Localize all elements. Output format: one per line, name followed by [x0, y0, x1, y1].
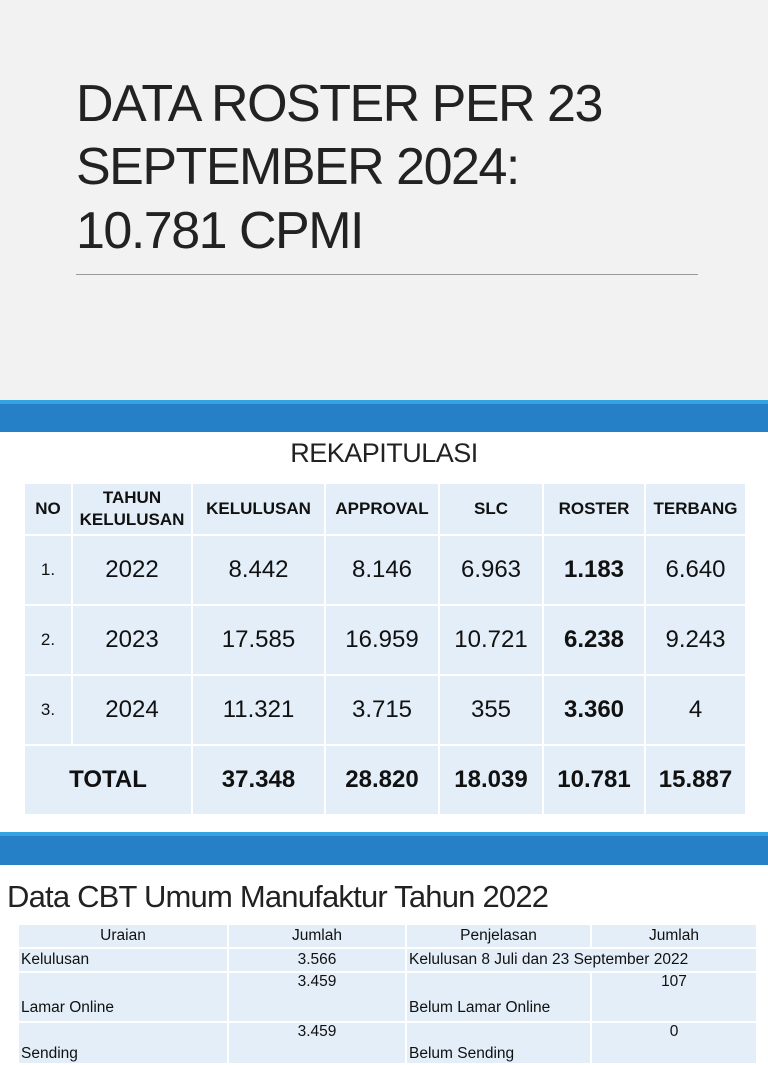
total-roster: 10.781 [543, 745, 645, 815]
total-kelulusan: 37.348 [192, 745, 325, 815]
cell-tahun: 2024 [72, 675, 192, 745]
cell-roster: 3.360 [543, 675, 645, 745]
header-penjelasan: Penjelasan [406, 924, 591, 948]
cell-uraian: Lamar Online [18, 972, 228, 1022]
header-uraian: Uraian [18, 924, 228, 948]
header-slc: SLC [439, 483, 543, 535]
cbt-title: Data CBT Umum Manufaktur Tahun 2022 [7, 879, 549, 914]
cell-no: 1. [24, 535, 72, 605]
cbt-table [17, 923, 758, 1065]
cell-approval: 16.959 [325, 605, 439, 675]
cell-penjelasan: Kelulusan 8 Juli dan 23 September 2022 [406, 948, 757, 972]
cell-terbang: 4 [645, 675, 746, 745]
table-row [24, 675, 746, 745]
rekapitulasi-title: REKAPITULASI [290, 438, 478, 468]
slide-title-line-3: 10.781 CPMI [76, 202, 363, 260]
cell-jumlah: 3.566 [228, 948, 406, 972]
title-divider [76, 274, 698, 275]
cell-slc: 10.721 [439, 605, 543, 675]
table-row [18, 972, 757, 1022]
cell-slc: 6.963 [439, 535, 543, 605]
cell-kelulusan: 8.442 [192, 535, 325, 605]
title-slide [0, 0, 768, 400]
cell-penjelasan: Belum Sending [406, 1022, 591, 1064]
header-terbang: TERBANG [645, 483, 746, 535]
cell-uraian: Sending [18, 1022, 228, 1064]
cell-uraian: Kelulusan [18, 948, 228, 972]
total-label: TOTAL [24, 745, 192, 815]
slide-separator-band [0, 832, 768, 865]
slide-title-line-1: DATA ROSTER PER 23 [76, 75, 602, 133]
total-slc: 18.039 [439, 745, 543, 815]
header-jumlah-2: Jumlah [591, 924, 757, 948]
cell-approval: 3.715 [325, 675, 439, 745]
table-row [24, 605, 746, 675]
cell-no: 3. [24, 675, 72, 745]
total-terbang: 15.887 [645, 745, 746, 815]
rekapitulasi-slide [0, 432, 768, 832]
cell-jumlah-2: 0 [591, 1022, 757, 1064]
cell-penjelasan: Belum Lamar Online [406, 972, 591, 1022]
header-jumlah: Jumlah [228, 924, 406, 948]
cell-tahun: 2023 [72, 605, 192, 675]
cell-jumlah: 3.459 [228, 1022, 406, 1064]
cell-roster: 1.183 [543, 535, 645, 605]
header-kelulusan: KELULUSAN [192, 483, 325, 535]
total-row [24, 745, 746, 815]
cell-roster: 6.238 [543, 605, 645, 675]
table-row [24, 535, 746, 605]
table-header-row [24, 483, 746, 535]
cell-terbang: 6.640 [645, 535, 746, 605]
cell-no: 2. [24, 605, 72, 675]
table-row [18, 948, 757, 972]
cbt-slide [0, 865, 768, 1062]
header-tahun-kelulusan: TAHUN KELULUSAN [72, 483, 192, 535]
cell-terbang: 9.243 [645, 605, 746, 675]
cell-kelulusan: 11.321 [192, 675, 325, 745]
header-no: NO [24, 483, 72, 535]
cbt-header-row [18, 924, 757, 948]
cell-approval: 8.146 [325, 535, 439, 605]
cell-jumlah-2: 107 [591, 972, 757, 1022]
rekapitulasi-table [23, 482, 747, 816]
cell-jumlah: 3.459 [228, 972, 406, 1022]
slide-title-line-2: SEPTEMBER 2024: [76, 138, 519, 196]
header-approval: APPROVAL [325, 483, 439, 535]
cell-tahun: 2022 [72, 535, 192, 605]
table-row [18, 1022, 757, 1064]
header-roster: ROSTER [543, 483, 645, 535]
total-approval: 28.820 [325, 745, 439, 815]
slide-separator-band [0, 400, 768, 432]
cell-kelulusan: 17.585 [192, 605, 325, 675]
cell-slc: 355 [439, 675, 543, 745]
